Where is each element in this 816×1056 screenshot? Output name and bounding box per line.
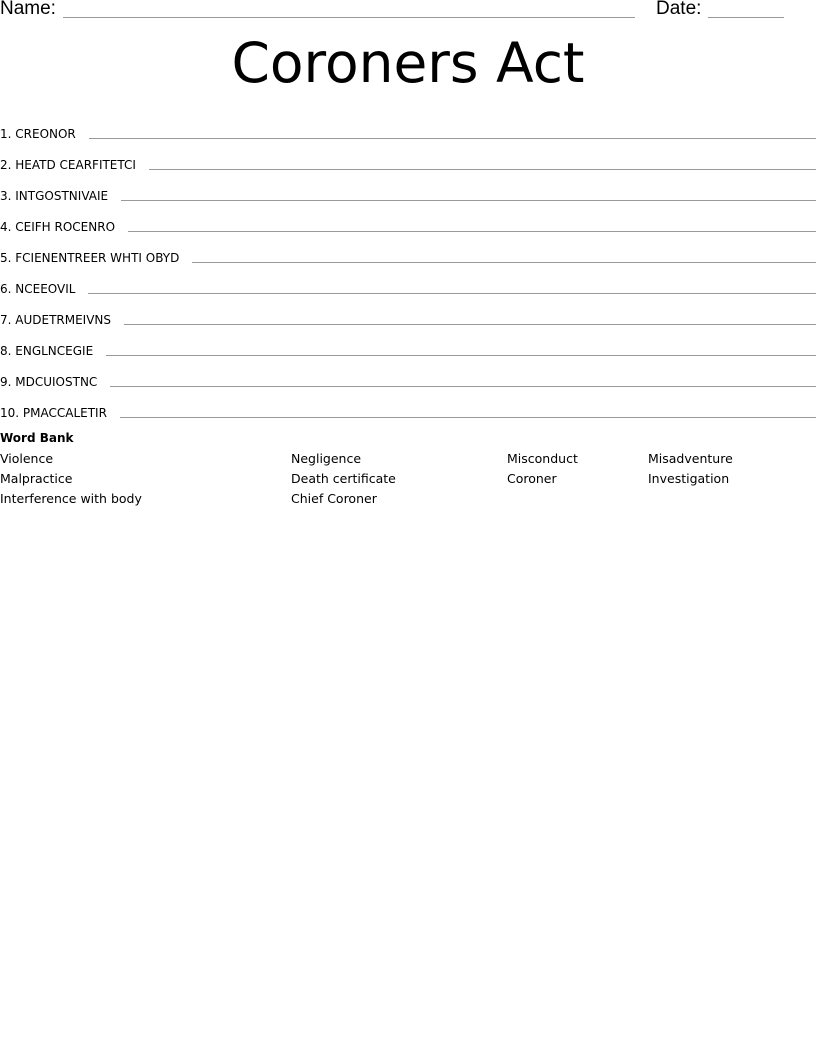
list-item: [0, 144, 816, 175]
answer-line[interactable]: [192, 262, 816, 263]
date-field[interactable]: [708, 17, 784, 18]
list-item: [0, 268, 816, 299]
word-bank-word: Malpractice: [0, 471, 73, 486]
list-item: [0, 206, 816, 237]
scrambled-word: 6. NCEEOVIL: [0, 282, 76, 296]
scrambled-word: 10. PMACCALETIR: [0, 406, 107, 420]
list-item: [0, 299, 816, 330]
word-bank-title: Word Bank: [0, 431, 74, 445]
answer-line[interactable]: [88, 293, 816, 294]
answer-line[interactable]: [121, 200, 816, 201]
list-item: [0, 392, 816, 423]
word-bank-word: Death certificate: [291, 471, 396, 486]
word-bank-word: Misconduct: [507, 451, 578, 466]
scrambled-word: 9. MDCUIOSTNC: [0, 375, 98, 389]
answer-line[interactable]: [89, 138, 816, 139]
word-bank-word: Chief Coroner: [291, 491, 377, 506]
scrambled-word: 2. HEATD CEARFITETCI: [0, 158, 136, 172]
list-item: [0, 175, 816, 206]
list-item: [0, 361, 816, 392]
worksheet-header: [0, 0, 816, 22]
word-bank-word: Interference with body: [0, 491, 142, 506]
scrambled-word: 4. CEIFH ROCENRO: [0, 220, 116, 234]
answer-line[interactable]: [120, 417, 816, 418]
list-item: [0, 330, 816, 361]
word-bank-word: Coroner: [507, 471, 557, 486]
answer-line[interactable]: [149, 169, 816, 170]
page-title: Coroners Act: [231, 31, 585, 95]
answer-line[interactable]: [128, 231, 816, 232]
name-label: Name:: [0, 0, 56, 19]
word-bank-word: Violence: [0, 451, 54, 466]
name-field[interactable]: [63, 17, 635, 18]
word-bank-word: Negligence: [291, 451, 362, 466]
list-item: [0, 237, 816, 268]
scrambled-word: 3. INTGOSTNIVAIE: [0, 189, 109, 203]
word-bank-word: Investigation: [648, 471, 730, 486]
scrambled-word: 7. AUDETRMEIVNS: [0, 313, 112, 327]
answer-line[interactable]: [106, 355, 816, 356]
answer-line[interactable]: [124, 324, 816, 325]
list-item: [0, 113, 816, 144]
word-bank-grid: [0, 449, 816, 509]
word-bank: [0, 429, 816, 509]
scrambled-word: 1. CREONOR: [0, 127, 76, 141]
scramble-list: [0, 113, 816, 423]
scrambled-word: 5. FCIENENTREER WHTI OBYD: [0, 251, 180, 265]
scrambled-word: 8. ENGLNCEGIE: [0, 344, 94, 358]
answer-line[interactable]: [110, 386, 816, 387]
word-bank-word: Misadventure: [648, 451, 733, 466]
date-label: Date:: [656, 0, 702, 19]
